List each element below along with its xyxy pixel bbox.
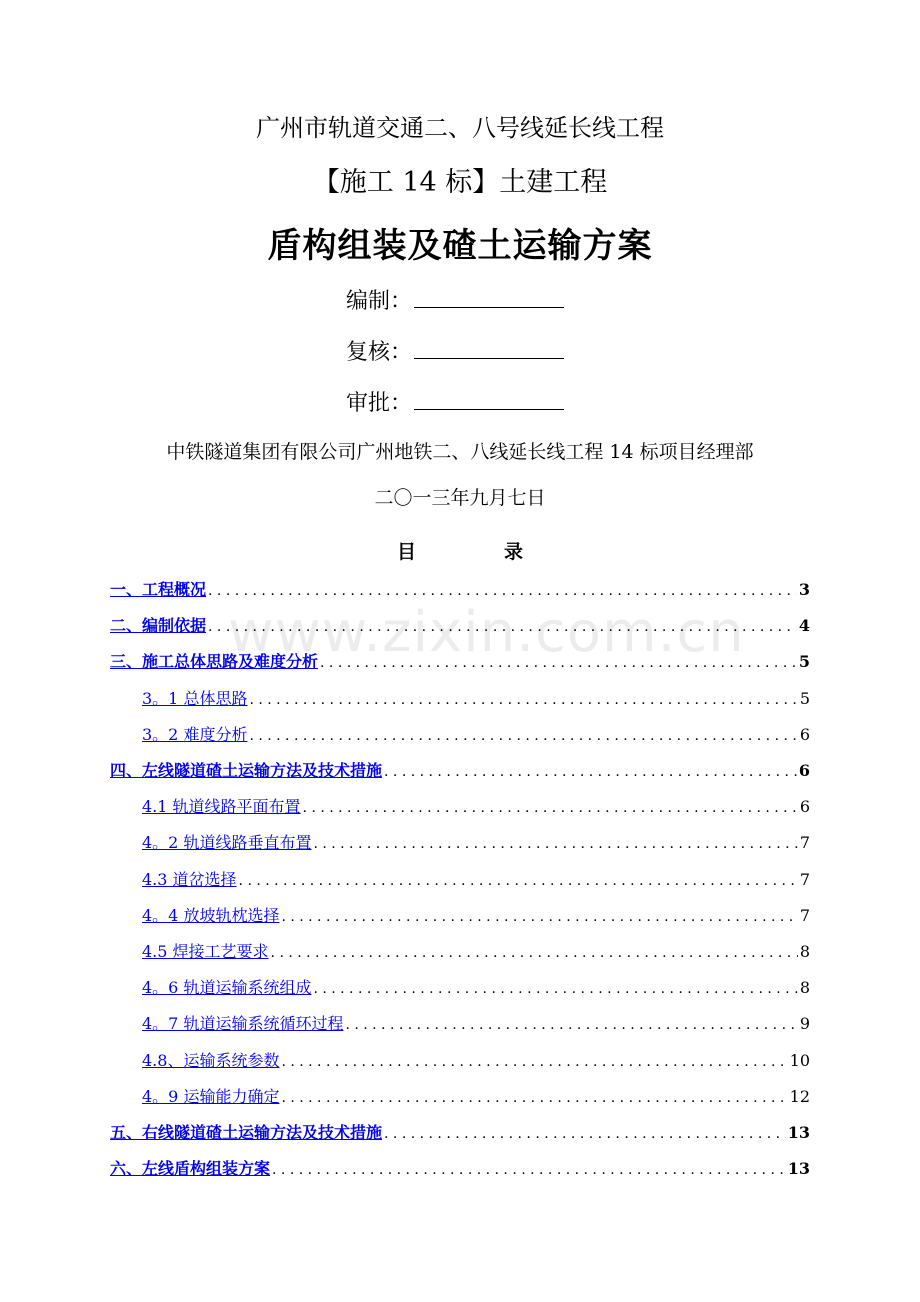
toc-entry-link[interactable]: 4。4 放坡轨枕选择 xyxy=(142,905,280,925)
toc-page-number: 12 xyxy=(789,1086,810,1106)
toc-leader-dots xyxy=(272,1162,786,1178)
toc-entry[interactable] xyxy=(142,1084,810,1110)
toc-page-number: 6 xyxy=(798,761,810,780)
project-name: 广州市轨道交通二、八号线延长线工程 xyxy=(256,114,664,142)
toc-leader-dots xyxy=(249,692,797,708)
toc-entry-link[interactable]: 六、左线盾构组装方案 xyxy=(110,1159,271,1179)
toc-entry-link[interactable]: 3。2 难度分析 xyxy=(142,724,248,744)
toc-leader-dots xyxy=(281,1054,787,1070)
toc-page-number: 7 xyxy=(799,833,810,853)
approve-label: 审批： xyxy=(346,391,413,416)
toc-entry[interactable] xyxy=(142,830,810,856)
toc-entry[interactable] xyxy=(110,1120,810,1146)
toc-page-number: 8 xyxy=(799,978,810,998)
toc-entry[interactable] xyxy=(142,722,810,748)
toc-title-right: 录 xyxy=(504,541,524,563)
toc-entry-link[interactable]: 一、工程概况 xyxy=(110,580,207,599)
toc-page-number: 4 xyxy=(798,616,810,636)
toc-page-number: 5 xyxy=(799,688,810,708)
toc-leader-dots xyxy=(271,945,798,961)
toc-leader-dots xyxy=(384,1126,786,1142)
toc-entry[interactable] xyxy=(142,794,810,820)
approve-blank xyxy=(414,387,564,410)
compile-label: 编制： xyxy=(346,289,413,314)
toc-entry-link[interactable]: 4。2 轨道线路垂直布置 xyxy=(142,833,312,853)
toc-entry-link[interactable]: 二、编制依据 xyxy=(110,616,207,636)
toc-entry[interactable] xyxy=(142,686,810,712)
toc-entry-link[interactable]: 4。9 运输能力确定 xyxy=(142,1086,280,1106)
toc-page-number: 5 xyxy=(798,652,810,672)
toc-leader-dots xyxy=(320,655,797,671)
toc-page-number: 7 xyxy=(799,869,810,889)
organization: 中铁隧道集团有限公司广州地铁二、八线延长线工程 14 标项目经理部 xyxy=(166,441,754,463)
toc-entry-link[interactable]: 4。6 轨道运输系统组成 xyxy=(142,978,312,998)
toc-entry[interactable] xyxy=(110,613,810,639)
toc-leader-dots xyxy=(313,981,797,997)
toc-leader-dots xyxy=(239,873,798,889)
toc-page-number: 6 xyxy=(799,724,810,744)
toc-entry[interactable] xyxy=(142,939,810,965)
toc-leader-dots xyxy=(281,909,797,925)
toc-leader-dots xyxy=(208,583,797,599)
toc-leader-dots xyxy=(281,1090,787,1106)
project-section: 【施工 14 标】土建工程 xyxy=(312,167,608,198)
toc-leader-dots xyxy=(249,728,797,744)
toc-entry-link[interactable]: 4.1 轨道线路平面布置 xyxy=(142,797,301,817)
approve-signoff xyxy=(346,386,564,417)
toc-leader-dots xyxy=(208,619,797,635)
toc-leader-dots xyxy=(313,836,797,852)
toc-entry-link[interactable]: 3。1 总体思路 xyxy=(142,688,248,708)
review-blank xyxy=(414,336,564,359)
toc-page-number: 10 xyxy=(789,1050,810,1070)
toc-entry[interactable] xyxy=(110,577,810,603)
toc-entry-link[interactable]: 4.8、运输系统参数 xyxy=(142,1050,280,1070)
toc-page-number: 7 xyxy=(799,905,810,925)
toc-title-left: 目 xyxy=(396,541,416,563)
compile-blank xyxy=(414,285,564,308)
document-date: 二〇一三年九月七日 xyxy=(374,487,546,509)
toc-entry[interactable] xyxy=(142,903,810,929)
review-label: 复核： xyxy=(346,340,413,365)
toc-leader-dots xyxy=(384,764,797,780)
toc-page-number: 9 xyxy=(799,1014,810,1034)
toc-entry[interactable] xyxy=(142,1011,810,1037)
toc-entry[interactable] xyxy=(110,1156,810,1182)
toc-entry-link[interactable]: 五、右线隧道碴土运输方法及技术措施 xyxy=(110,1123,383,1142)
toc-leader-dots xyxy=(303,800,798,816)
toc-page-number: 3 xyxy=(798,580,810,599)
watermark: www.zixin.com.cn xyxy=(228,600,745,665)
toc-entry[interactable] xyxy=(110,758,810,784)
toc-page-number: 6 xyxy=(799,797,810,817)
toc-entry-link[interactable]: 4.3 道岔选择 xyxy=(142,869,237,889)
toc-entry[interactable] xyxy=(110,649,810,675)
toc-page-number: 13 xyxy=(787,1159,810,1179)
toc-entry-link[interactable]: 4.5 焊接工艺要求 xyxy=(142,942,269,961)
toc-entry[interactable] xyxy=(142,867,810,893)
toc-title xyxy=(0,537,920,564)
toc-entry-link[interactable]: 四、左线隧道碴土运输方法及技术措施 xyxy=(110,761,383,780)
compile-signoff xyxy=(346,284,564,315)
toc-entry[interactable] xyxy=(142,975,810,1001)
toc-entry-link[interactable]: 三、施工总体思路及难度分析 xyxy=(110,652,319,672)
toc-entry[interactable] xyxy=(142,1048,810,1074)
toc-page-number: 13 xyxy=(787,1123,810,1142)
toc-entry-link[interactable]: 4。7 轨道运输系统循环过程 xyxy=(142,1014,344,1034)
document-title: 盾构组装及碴土运输方案 xyxy=(267,226,653,266)
review-signoff xyxy=(346,335,564,366)
toc-leader-dots xyxy=(345,1017,797,1033)
toc-page-number: 8 xyxy=(799,942,810,961)
